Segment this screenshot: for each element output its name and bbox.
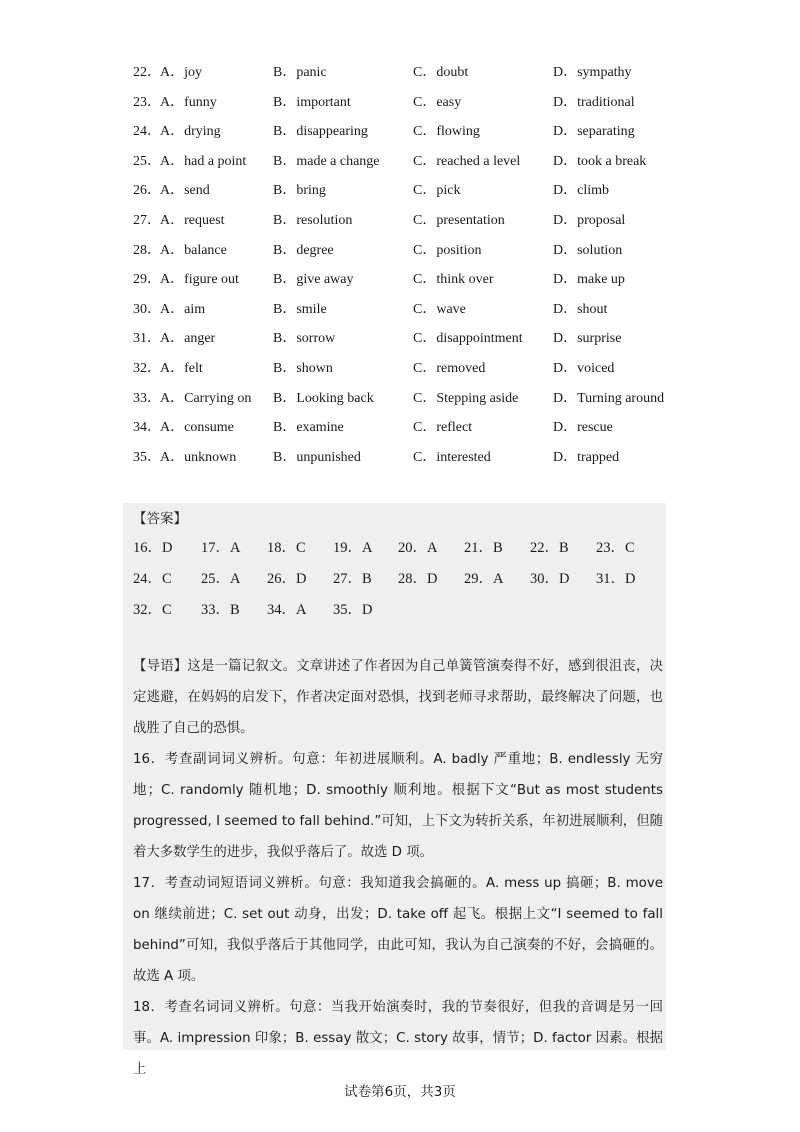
question-number: 30．: [133, 301, 161, 317]
option-b: B．bring: [273, 183, 326, 199]
option-a: A．balance: [160, 242, 227, 258]
page-footer: 试卷第6页，共3页: [344, 1084, 456, 1100]
option-c: C．position: [413, 242, 482, 258]
option-b: B．smile: [273, 301, 327, 317]
option-b: B．degree: [273, 242, 334, 258]
option-a: A．unknown: [160, 449, 237, 465]
option-d: D．rescue: [553, 420, 613, 436]
option-a: A．consume: [160, 420, 234, 436]
option-a: A．felt: [160, 360, 203, 376]
answer-item: 26．D: [267, 571, 307, 587]
option-c: C．easy: [413, 94, 462, 110]
option-c: C．reached a level: [413, 153, 521, 169]
option-c: C．interested: [413, 449, 491, 465]
option-b: B．Looking back: [273, 390, 374, 406]
option-c: C．think over: [413, 272, 494, 288]
option-b: B．resolution: [273, 212, 353, 228]
explanation-16: 16．考查副词词义辨析。句意：年初进展顺利。A. badly 严重地；B. endlessly 无穷地；C. randomly 随机地；D. smoothly 顺利地。根据下文“But as most students progressed, I seemed to fall behind.”可知，上下文为转折关系，年初进展顺利，但随着大多数学生的进步，我似乎落后了。故选 D 项。: [133, 752, 663, 860]
question-number: 28．: [133, 242, 161, 258]
question-number: 33．: [133, 390, 161, 406]
option-d: D．Turning around: [553, 390, 665, 406]
option-b: B．sorrow: [273, 331, 336, 347]
answer-item: 33．B: [201, 602, 240, 618]
question-number: 32．: [133, 360, 161, 376]
answer-item: 19．A: [333, 540, 373, 556]
option-c: C．pick: [413, 183, 461, 199]
answer-title: 【答案】: [133, 511, 187, 527]
option-b: B．examine: [273, 420, 344, 436]
answer-item: 20．A: [398, 540, 438, 556]
option-a: A．drying: [160, 124, 221, 140]
option-d: D．voiced: [553, 360, 615, 376]
option-b: B．important: [273, 94, 351, 110]
answer-item: 25．A: [201, 571, 241, 587]
option-c: C．flowing: [413, 124, 480, 140]
answer-item: 32．C: [133, 602, 172, 618]
question-number: 22．: [133, 65, 161, 80]
answer-item: 29．A: [464, 571, 504, 587]
question-number: 29．: [133, 272, 161, 288]
option-a: A．figure out: [160, 272, 239, 288]
option-c: C．doubt: [413, 65, 469, 80]
answer-item: 21．B: [464, 540, 503, 556]
option-a: A．joy: [160, 65, 202, 80]
option-d: D．shout: [553, 301, 608, 317]
option-d: D．proposal: [553, 212, 626, 228]
answer-item: 17．A: [201, 540, 241, 556]
question-number: 24．: [133, 124, 161, 140]
option-d: D．trapped: [553, 449, 620, 465]
question-number: 27．: [133, 212, 161, 228]
answer-section: [123, 503, 666, 1077]
option-b: B．give away: [273, 272, 354, 288]
guide-paragraph: 【导语】这是一篇记叙文。文章讲述了作者因为自己单簧管演奏得不好，感到很沮丧，决定逃避，在妈妈的启发下，作者决定面对恐惧，找到老师寻求帮助，最终解决了问题，也战胜了自己的恐惧。: [133, 659, 663, 736]
answer-item: 28．D: [398, 571, 438, 587]
answer-item: 27．B: [333, 571, 372, 587]
option-c: C．disappointment: [413, 331, 523, 347]
option-a: A．Carrying on: [160, 390, 252, 406]
question-number: 26．: [133, 183, 161, 199]
answer-item: 34．A: [267, 602, 307, 618]
question-number: 34．: [133, 420, 161, 436]
answer-item: 18．C: [267, 540, 306, 556]
option-d: D．traditional: [553, 94, 635, 110]
explanation-18: 18．考查名词词义辨析。句意：当我开始演奏时，我的节奏很好，但我的音调是另一回事。A. impression 印象；B. essay 散文；C. story 故事，情节；D. factor 因素。根据上: [133, 1000, 663, 1077]
option-b: B．shown: [273, 360, 333, 376]
option-a: A．request: [160, 212, 225, 228]
answer-item: 30．D: [530, 571, 570, 587]
answer-item: 16．D: [133, 540, 173, 556]
option-a: A．funny: [160, 94, 217, 110]
option-c: C．reflect: [413, 420, 473, 436]
answer-item: 23．C: [596, 540, 635, 556]
option-d: D．sympathy: [553, 65, 632, 80]
option-b: B．panic: [273, 65, 327, 80]
option-c: C．removed: [413, 360, 486, 376]
option-d: D．separating: [553, 124, 635, 140]
option-d: D．surprise: [553, 331, 622, 347]
option-d: D．took a break: [553, 153, 647, 169]
question-number: 35．: [133, 449, 161, 465]
option-d: D．climb: [553, 183, 609, 199]
answer-item: 31．D: [596, 571, 636, 587]
explanation-17: 17．考查动词短语词义辨析。句意：我知道我会搞砸的。A. mess up 搞砸；B. move on 继续前进；C. set out 动身，出发；D. take off 起飞。根据上文“I seemed to fall behind”可知，我似乎落后于其他同学，由此可知，我认为自己演奏的不好，会搞砸的。故选 A 项。: [133, 876, 663, 984]
option-d: D．solution: [553, 242, 623, 258]
option-c: C．Stepping aside: [413, 390, 519, 406]
option-a: A．had a point: [160, 153, 247, 169]
answer-item: 35．D: [333, 602, 373, 618]
option-a: A．aim: [160, 301, 206, 317]
question-number: 31．: [133, 331, 161, 347]
question-number: 23．: [133, 94, 161, 110]
question-number: 25．: [133, 153, 161, 169]
option-b: B．made a change: [273, 153, 380, 169]
option-a: A．anger: [160, 331, 216, 347]
answer-item: 22．B: [530, 540, 569, 556]
option-a: A．send: [160, 183, 210, 199]
answer-item: 24．C: [133, 571, 172, 587]
option-c: C．presentation: [413, 212, 505, 228]
option-d: D．make up: [553, 272, 625, 288]
option-b: B．disappearing: [273, 124, 368, 140]
option-c: C．wave: [413, 301, 466, 317]
option-b: B．unpunished: [273, 449, 361, 465]
